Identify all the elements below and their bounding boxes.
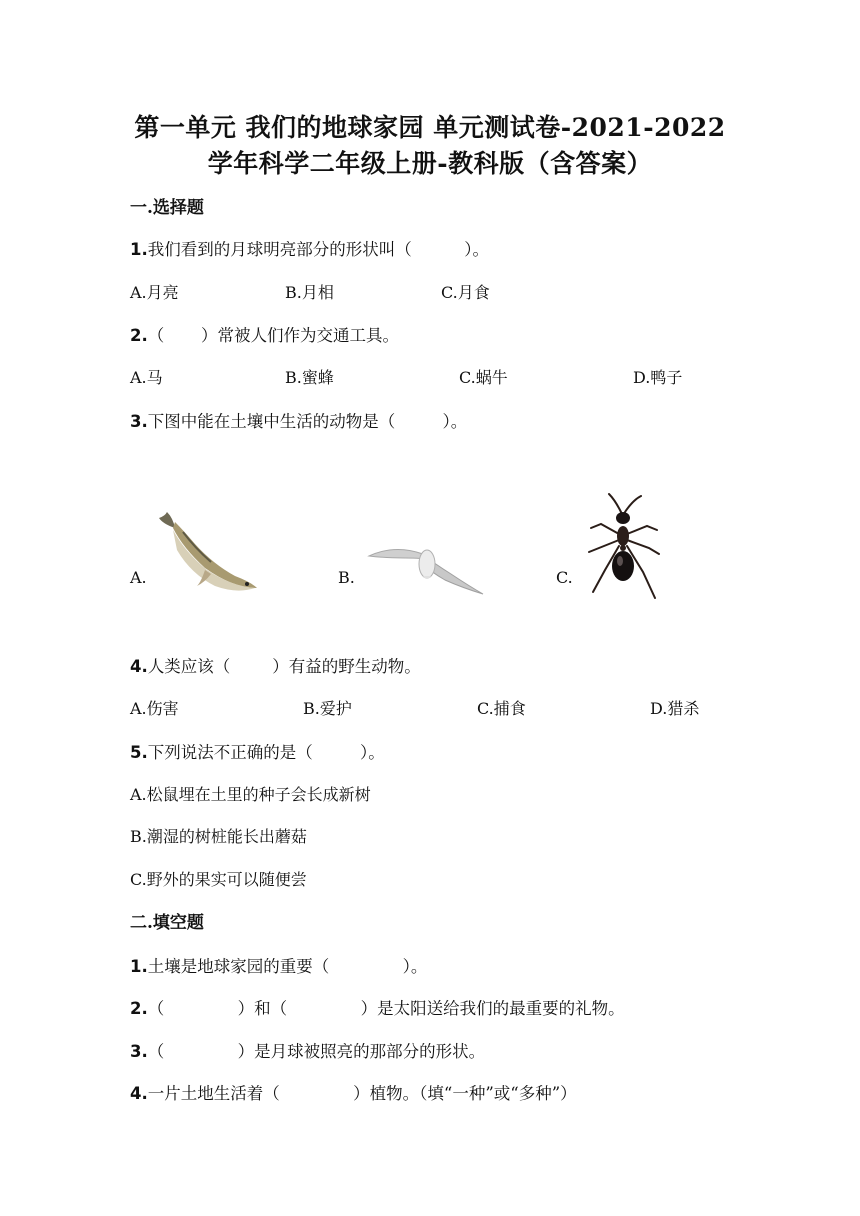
- section-heading-choice: 一.选择题: [130, 198, 204, 218]
- option-c[interactable]: C.月食: [441, 283, 490, 302]
- option-d[interactable]: D.鸭子: [633, 368, 683, 387]
- option-b[interactable]: B.爱护: [303, 699, 352, 718]
- question-number: 2.: [130, 326, 148, 345]
- question-text: 人类应该（ ）有益的野生动物。: [147, 657, 421, 676]
- question-text: （ ）和（ ）是太阳送给我们的最重要的礼物。: [147, 999, 625, 1018]
- fish-image: [155, 508, 263, 600]
- question-text: 一片土地生活着（ ）植物。（填“一种”或“多种”）: [147, 1084, 577, 1103]
- question-number: 1.: [130, 957, 148, 976]
- option-c[interactable]: C.捕食: [477, 699, 526, 718]
- option-a[interactable]: A.月亮: [130, 283, 179, 302]
- option-c[interactable]: C.: [556, 568, 573, 587]
- question-text: （ ）常被人们作为交通工具。: [147, 326, 399, 345]
- question-4: [130, 653, 421, 677]
- option-a[interactable]: A.马: [130, 368, 163, 387]
- page-title-line-2: 学年科学二年级上册-教科版（含答案）: [207, 149, 653, 178]
- option-a[interactable]: A.松鼠埋在土里的种子会长成新树: [130, 785, 371, 804]
- ant-image: [585, 490, 663, 608]
- question-text: 下图中能在土壤中生活的动物是（ ）。: [147, 412, 468, 431]
- fill-question-4: [130, 1080, 577, 1104]
- option-b[interactable]: B.: [338, 568, 355, 587]
- fill-question-2: [130, 995, 625, 1019]
- question-number: 5.: [130, 743, 148, 762]
- question-number: 3.: [130, 412, 148, 431]
- option-c[interactable]: C.野外的果实可以随便尝: [130, 870, 307, 889]
- question-1: [130, 236, 489, 260]
- question-number: 4.: [130, 1084, 148, 1103]
- question-number: 3.: [130, 1042, 148, 1061]
- question-text: 下列说法不正确的是（ ）。: [147, 743, 385, 762]
- option-c[interactable]: C.蜗牛: [459, 368, 508, 387]
- page-title-line-1: 第一单元 我们的地球家园 单元测试卷-2021-2022: [134, 113, 726, 142]
- seagull-image: [365, 538, 487, 596]
- option-b[interactable]: B.月相: [285, 283, 334, 302]
- question-3: [130, 408, 467, 432]
- question-number: 1.: [130, 240, 148, 259]
- fill-question-1: [130, 953, 427, 977]
- question-number: 4.: [130, 657, 148, 676]
- option-a[interactable]: A.伤害: [130, 699, 179, 718]
- option-b[interactable]: B.蜜蜂: [285, 368, 334, 387]
- option-a[interactable]: A.: [130, 568, 147, 587]
- option-d[interactable]: D.猎杀: [650, 699, 700, 718]
- question-text: 我们看到的月球明亮部分的形状叫（ ）。: [147, 240, 489, 259]
- fill-question-3: [130, 1038, 485, 1062]
- question-2: [130, 322, 399, 346]
- question-5: [130, 739, 385, 763]
- question-text: 土壤是地球家园的重要（ ）。: [147, 957, 428, 976]
- question-number: 2.: [130, 999, 148, 1018]
- question-text: （ ）是月球被照亮的那部分的形状。: [147, 1042, 486, 1061]
- section-heading-fill: 二.填空题: [130, 913, 204, 933]
- option-b[interactable]: B.潮湿的树桩能长出蘑菇: [130, 827, 307, 846]
